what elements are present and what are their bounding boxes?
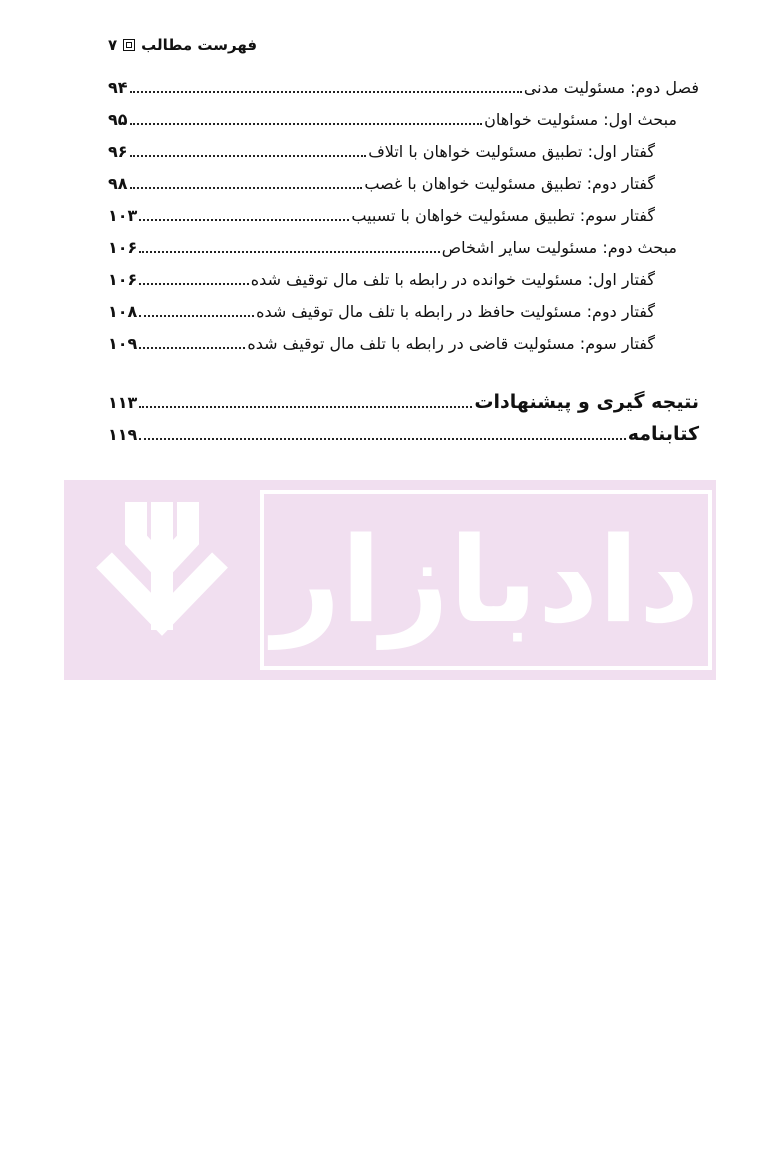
header-title: فهرست مطالب bbox=[141, 36, 258, 54]
running-header bbox=[108, 36, 257, 54]
toc-entry-title: گفتار سوم: تطبیق مسئولیت خواهان با تسبیب bbox=[351, 206, 655, 225]
dot-leader bbox=[139, 315, 254, 317]
toc-entry-page: ۱۰۶ bbox=[108, 238, 138, 257]
toc-entry[interactable] bbox=[108, 72, 699, 104]
toc-entry[interactable] bbox=[108, 168, 699, 200]
dot-leader bbox=[139, 219, 349, 221]
toc-entry-page: ۱۱۹ bbox=[108, 425, 138, 444]
toc-entry-title: گفتار اول: مسئولیت خوانده در رابطه با تلف مال توقیف شده bbox=[250, 270, 655, 289]
toc-entry-page: ۱۰۶ bbox=[108, 270, 138, 289]
toc-entry-title: فصل دوم: مسئولیت مدنی bbox=[523, 78, 699, 97]
toc-entry-title: گفتار دوم: مسئولیت حافظ در رابطه با تلف مال توقیف شده bbox=[256, 302, 655, 321]
toc-entry[interactable] bbox=[108, 104, 699, 136]
watermark-text: دادبازار bbox=[272, 511, 700, 649]
dot-leader bbox=[130, 155, 367, 157]
toc-entry-conclusion[interactable] bbox=[108, 386, 699, 418]
watermark-text-frame bbox=[260, 490, 712, 670]
toc-entry-title: مبحث اول: مسئولیت خواهان bbox=[484, 110, 677, 129]
toc-entry-title: گفتار اول: تطبیق مسئولیت خواهان با اتلاف bbox=[368, 142, 655, 161]
table-of-contents bbox=[108, 72, 699, 450]
toc-entry[interactable] bbox=[108, 264, 699, 296]
dot-leader bbox=[130, 187, 363, 189]
toc-entry[interactable] bbox=[108, 200, 699, 232]
dot-leader bbox=[139, 347, 245, 349]
section-spacer bbox=[108, 360, 699, 386]
toc-entry-page: ۱۰۸ bbox=[108, 302, 138, 321]
toc-entry-page: ۹۸ bbox=[108, 174, 128, 193]
dot-leader bbox=[139, 438, 625, 440]
watermark-banner bbox=[64, 480, 716, 680]
toc-entry-title: نتیجه گیری و پیشنهادات bbox=[474, 391, 699, 413]
toc-entry-page: ۹۵ bbox=[108, 110, 128, 129]
toc-entry-title: گفتار سوم: مسئولیت قاضی در رابطه با تلف مال توقیف شده bbox=[247, 334, 655, 353]
dot-leader bbox=[130, 91, 522, 93]
toc-entry-page: ۱۰۹ bbox=[108, 334, 138, 353]
toc-entry-page: ۹۴ bbox=[108, 78, 128, 97]
toc-entry[interactable] bbox=[108, 136, 699, 168]
toc-entry[interactable] bbox=[108, 232, 699, 264]
book-icon bbox=[123, 39, 135, 51]
dot-leader bbox=[139, 406, 472, 408]
toc-entry-page: ۱۰۳ bbox=[108, 206, 138, 225]
header-page-number: ۷ bbox=[108, 36, 118, 54]
dot-leader bbox=[139, 283, 248, 285]
toc-entry-title: کتابنامه bbox=[627, 423, 699, 445]
toc-entry-title: گفتار دوم: تطبیق مسئولیت خواهان با غصب bbox=[364, 174, 655, 193]
toc-entry-bibliography[interactable] bbox=[108, 418, 699, 450]
dot-leader bbox=[139, 251, 439, 253]
toc-entry[interactable] bbox=[108, 296, 699, 328]
toc-entry[interactable] bbox=[108, 328, 699, 360]
toc-entry-page: ۹۶ bbox=[108, 142, 128, 161]
toc-entry-page: ۱۱۳ bbox=[108, 393, 138, 412]
toc-entry-title: مبحث دوم: مسئولیت سایر اشخاص bbox=[441, 238, 677, 257]
dot-leader bbox=[130, 123, 483, 125]
watermark-logo-icon bbox=[64, 480, 260, 680]
